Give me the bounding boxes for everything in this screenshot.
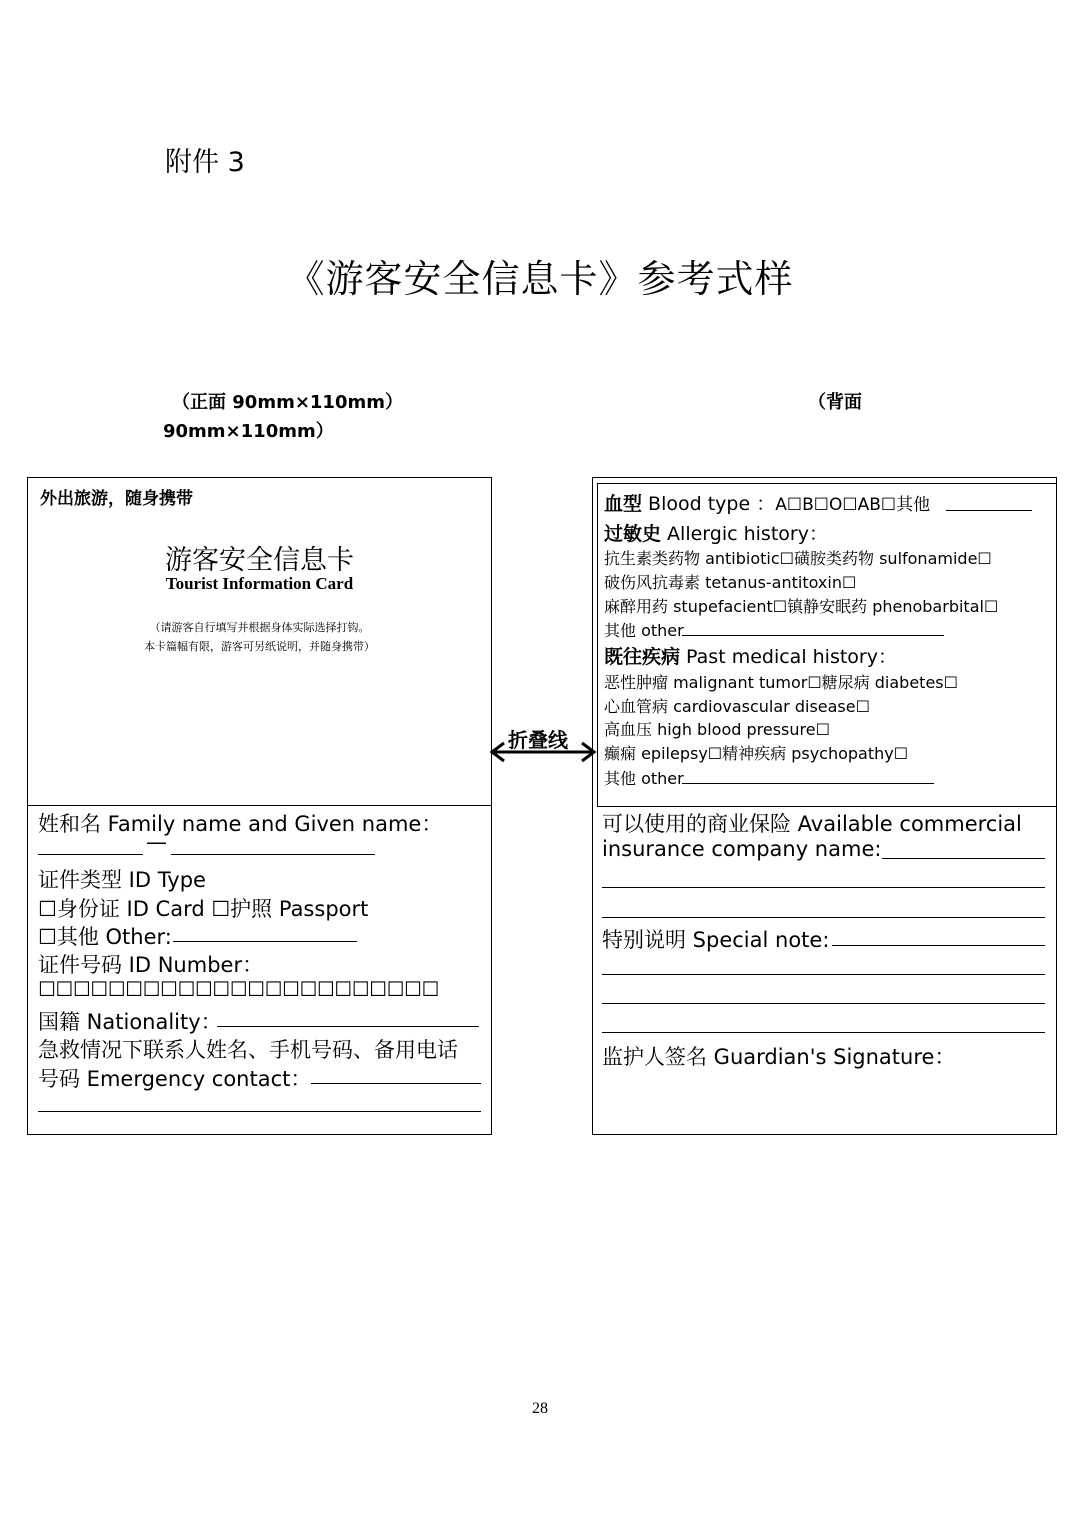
special-note-field-extra1[interactable]: [602, 974, 1045, 975]
past-medical-option-line3[interactable]: 高血压 high blood pressure☐: [604, 720, 830, 739]
allergy-label-cn: 过敏史: [604, 523, 662, 545]
id-other-label: ☐其他 Other:: [38, 925, 172, 949]
card-title-cn: 游客安全信息卡: [165, 545, 354, 576]
given-name-field[interactable]: [171, 854, 375, 855]
special-note-field[interactable]: [832, 945, 1045, 946]
blood-type-other-field[interactable]: [946, 510, 1032, 511]
front-card-cover: [28, 478, 491, 806]
blood-type-line[interactable]: [604, 489, 930, 516]
allergy-other-label: 其他 other: [604, 621, 684, 640]
guardian-signature-label[interactable]: 监护人签名 Guardian's Signature：: [602, 1045, 956, 1069]
carry-note: 外出旅游，随身携带: [40, 489, 193, 509]
name-label: 姓和名 Family name and Given name：: [38, 812, 443, 836]
insurance-label-line1: 可以使用的商业保险 Available commercial: [602, 812, 1022, 836]
nationality-field[interactable]: [217, 1026, 479, 1027]
allergy-option-line3[interactable]: 麻醉用药 stupefacient☐镇静安眠药 phenobarbital☐: [604, 597, 999, 616]
fold-line-label: 折叠线: [508, 728, 568, 752]
insurance-field-extra2[interactable]: [602, 917, 1045, 918]
blood-type-label-cn: 血型: [604, 493, 643, 515]
insurance-field[interactable]: [882, 858, 1045, 859]
id-type-options[interactable]: ☐身份证 ID Card ☐护照 Passport: [38, 897, 369, 921]
nationality-label: 国籍 Nationality：: [38, 1010, 222, 1034]
past-medical-option-line4[interactable]: 癫痫 epilepsy☐精神疾病 psychopathy☐: [604, 744, 909, 763]
card-title-en: Tourist Information Card: [165, 574, 354, 593]
special-note-field-extra2[interactable]: [602, 1003, 1045, 1004]
past-medical-label-en: Past medical history：: [680, 646, 897, 668]
emergency-contact-label-line1: 急救情况下联系人姓名、手机号码、备用电话: [38, 1038, 458, 1062]
back-card-medical-section: [597, 483, 1056, 807]
id-type-label: 证件类型 ID Type: [38, 868, 206, 892]
allergy-option-line1[interactable]: 抗生素类药物 antibiotic☐磺胺类药物 sulfonamide☐: [604, 549, 992, 568]
past-medical-heading: [604, 642, 897, 669]
front-size-label: （正面 90mm×110mm）: [172, 392, 403, 413]
past-medical-other-field[interactable]: [682, 783, 934, 784]
front-size-label-continued: 90mm×110mm）: [163, 421, 334, 442]
fill-instruction-line2: 本卡篇幅有限，游客可另纸说明，并随身携带）: [144, 640, 375, 653]
id-number-label: 证件号码 ID Number：: [38, 953, 264, 977]
allergy-heading: [604, 519, 828, 546]
allergy-other-field[interactable]: [682, 635, 944, 636]
fold-arrow-icon: [488, 740, 598, 764]
name-separator: —: [146, 830, 167, 854]
fill-instruction-line1: （请游客自行填写并根据身体实际选择打钩。: [149, 621, 370, 634]
back-size-label: （背面: [808, 392, 862, 413]
allergy-option-line2[interactable]: 破伤风抗毒素 tetanus-antitoxin☐: [604, 573, 857, 592]
blood-type-label-en: Blood type ：: [642, 493, 776, 515]
blood-type-options[interactable]: A☐B☐O☐AB☐其他: [775, 495, 931, 515]
family-name-field[interactable]: [38, 854, 143, 855]
front-card: [27, 477, 492, 1135]
special-note-field-extra3[interactable]: [602, 1032, 1045, 1033]
back-card: [592, 477, 1057, 1135]
past-medical-option-line2[interactable]: 心血管病 cardiovascular disease☐: [604, 697, 870, 716]
id-number-boxes[interactable]: ☐☐☐☐☐☐☐☐☐☐☐☐☐☐☐☐☐☐☐☐☐☐☐: [38, 977, 439, 1001]
past-medical-other-label: 其他 other: [604, 769, 684, 788]
emergency-contact-label-line2: 号码 Emergency contact：: [38, 1067, 312, 1091]
special-note-label: 特别说明 Special note:: [602, 928, 830, 952]
past-medical-option-line1[interactable]: 恶性肿瘤 malignant tumor☐糖尿病 diabetes☐: [604, 673, 958, 692]
insurance-label-line2: insurance company name:: [602, 837, 882, 861]
insurance-field-extra1[interactable]: [602, 887, 1045, 888]
emergency-contact-field[interactable]: [311, 1083, 481, 1084]
attachment-label: 附件 3: [165, 147, 245, 178]
document-title: 《游客安全信息卡》参考式样: [286, 257, 794, 301]
past-medical-label-cn: 既往疾病: [604, 646, 681, 668]
allergy-label-en: Allergic history：: [661, 523, 828, 545]
page-number: 28: [532, 1400, 548, 1417]
emergency-contact-field-extra[interactable]: [38, 1111, 481, 1112]
id-other-field[interactable]: [173, 941, 357, 942]
